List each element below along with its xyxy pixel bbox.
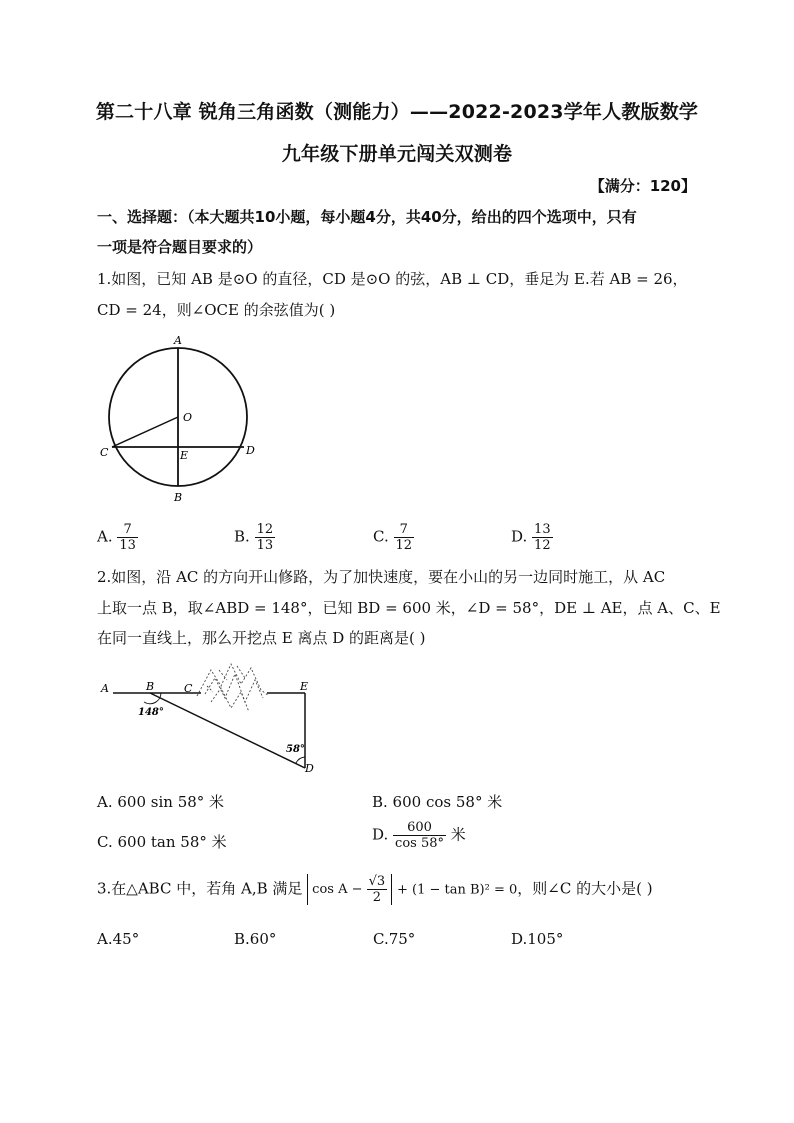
frac-num: 13 (534, 522, 551, 537)
angle-label-58: 58° (286, 744, 305, 755)
section-heading-line1: 一、选择题：（本大题共10小题，每小题4分，共40分，给出的四个选项中，只有 (97, 208, 637, 226)
mountain-icon (197, 664, 269, 712)
q1-text-line2: CD = 24，则∠OCE 的余弦值为( ) (97, 301, 336, 319)
segment-bd (150, 693, 305, 768)
q3-prefix: 3.在△ABC 中，若角 A,B 满足 (97, 879, 303, 898)
label-e: E (300, 680, 309, 693)
frac-den: 13 (119, 538, 136, 553)
q2-text-line2: 上取一点 B，取∠ABD = 148°，已知 BD = 600 米，∠D = 58°，DE ⊥ AE，点 A、C、E (97, 599, 721, 617)
score-label: 【满分：120】 (589, 177, 696, 195)
option-fraction (532, 522, 553, 553)
label-b: B (146, 680, 155, 693)
q1-option-a[interactable] (97, 522, 138, 553)
angle-arc-d (296, 757, 305, 763)
q1-option-d[interactable] (511, 522, 553, 553)
q2-option-b[interactable]: B. 600 cos 58° 米 (372, 793, 503, 811)
q3-option-a[interactable]: A.45° (97, 930, 140, 948)
q3-option-d[interactable]: D.105° (511, 930, 564, 948)
frac-den: 2 (372, 890, 382, 905)
section-heading-line2: 一项是符合题目要求的） (97, 238, 263, 256)
frac-num: √3 (368, 874, 386, 889)
frac-den: 12 (395, 538, 413, 553)
q2-option-d[interactable] (372, 820, 466, 851)
q2-text-line1: 2.如图，沿 AC 的方向开山修路，为了加快速度，要在小山的另一边同时施工，从 AC (97, 568, 666, 586)
label-c: C (184, 682, 193, 695)
q3-rest: + (1 − tan B)² = 0 (396, 882, 518, 898)
q3-abs-expression (307, 874, 392, 905)
q2-option-c[interactable]: C. 600 tan 58° 米 (97, 833, 227, 851)
label-d: D (246, 444, 255, 457)
label-d: D (305, 762, 314, 775)
q1-text-line1: 1.如图，已知 AB 是⊙O 的直径，CD 是⊙O 的弦，AB ⊥ CD，垂足为 E.若 AB = 26， (97, 270, 688, 288)
option-letter: D. (372, 825, 389, 844)
q1-circle-figure (95, 330, 265, 510)
q2-option-a[interactable]: A. 600 sin 58° 米 (97, 793, 225, 811)
option-unit: 米 (450, 825, 466, 844)
label-o: O (183, 411, 193, 424)
segment-oc (112, 417, 178, 447)
option-fraction (393, 820, 446, 851)
label-e: E (180, 449, 189, 462)
label-c: C (100, 446, 109, 459)
q3-sqrt-fraction (367, 874, 388, 905)
frac-num: 7 (117, 522, 138, 538)
q2-text-line3: 在同一直线上，那么开挖点 E 离点 D 的距离是( ) (97, 629, 426, 647)
frac-den: cos 58° (395, 836, 444, 851)
frac-den: 13 (256, 538, 274, 553)
label-a: A (174, 334, 182, 347)
label-b: B (174, 491, 183, 504)
page-title-line2: 九年级下册单元闯关双测卷 (281, 143, 513, 165)
angle-label-148: 148° (138, 707, 164, 718)
option-fraction (394, 522, 415, 553)
option-fraction (255, 522, 276, 553)
q1-option-b[interactable] (234, 522, 275, 553)
q3-cos-term: cos A − (312, 882, 363, 897)
q1-option-c[interactable] (373, 522, 414, 553)
q3-option-b[interactable]: B.60° (234, 930, 277, 948)
option-fraction (117, 522, 138, 553)
option-letter: A. (97, 527, 113, 546)
page-title-line1: 第二十八章 锐角三角函数（测能力）——2022-2023学年人教版数学 (95, 101, 699, 123)
q3-text (97, 874, 653, 905)
frac-num: 7 (394, 522, 415, 538)
frac-den: 12 (534, 538, 551, 553)
frac-num: 12 (256, 522, 274, 537)
label-a: A (101, 682, 109, 695)
option-letter: B. (234, 527, 250, 546)
option-letter: D. (511, 527, 528, 546)
q3-option-c[interactable]: C.75° (373, 930, 416, 948)
q2-mountain-figure (95, 658, 325, 778)
frac-num: 600 (393, 820, 446, 836)
q3-suffix: ，则∠C 的大小是( ) (517, 879, 653, 898)
option-letter: C. (373, 527, 389, 546)
